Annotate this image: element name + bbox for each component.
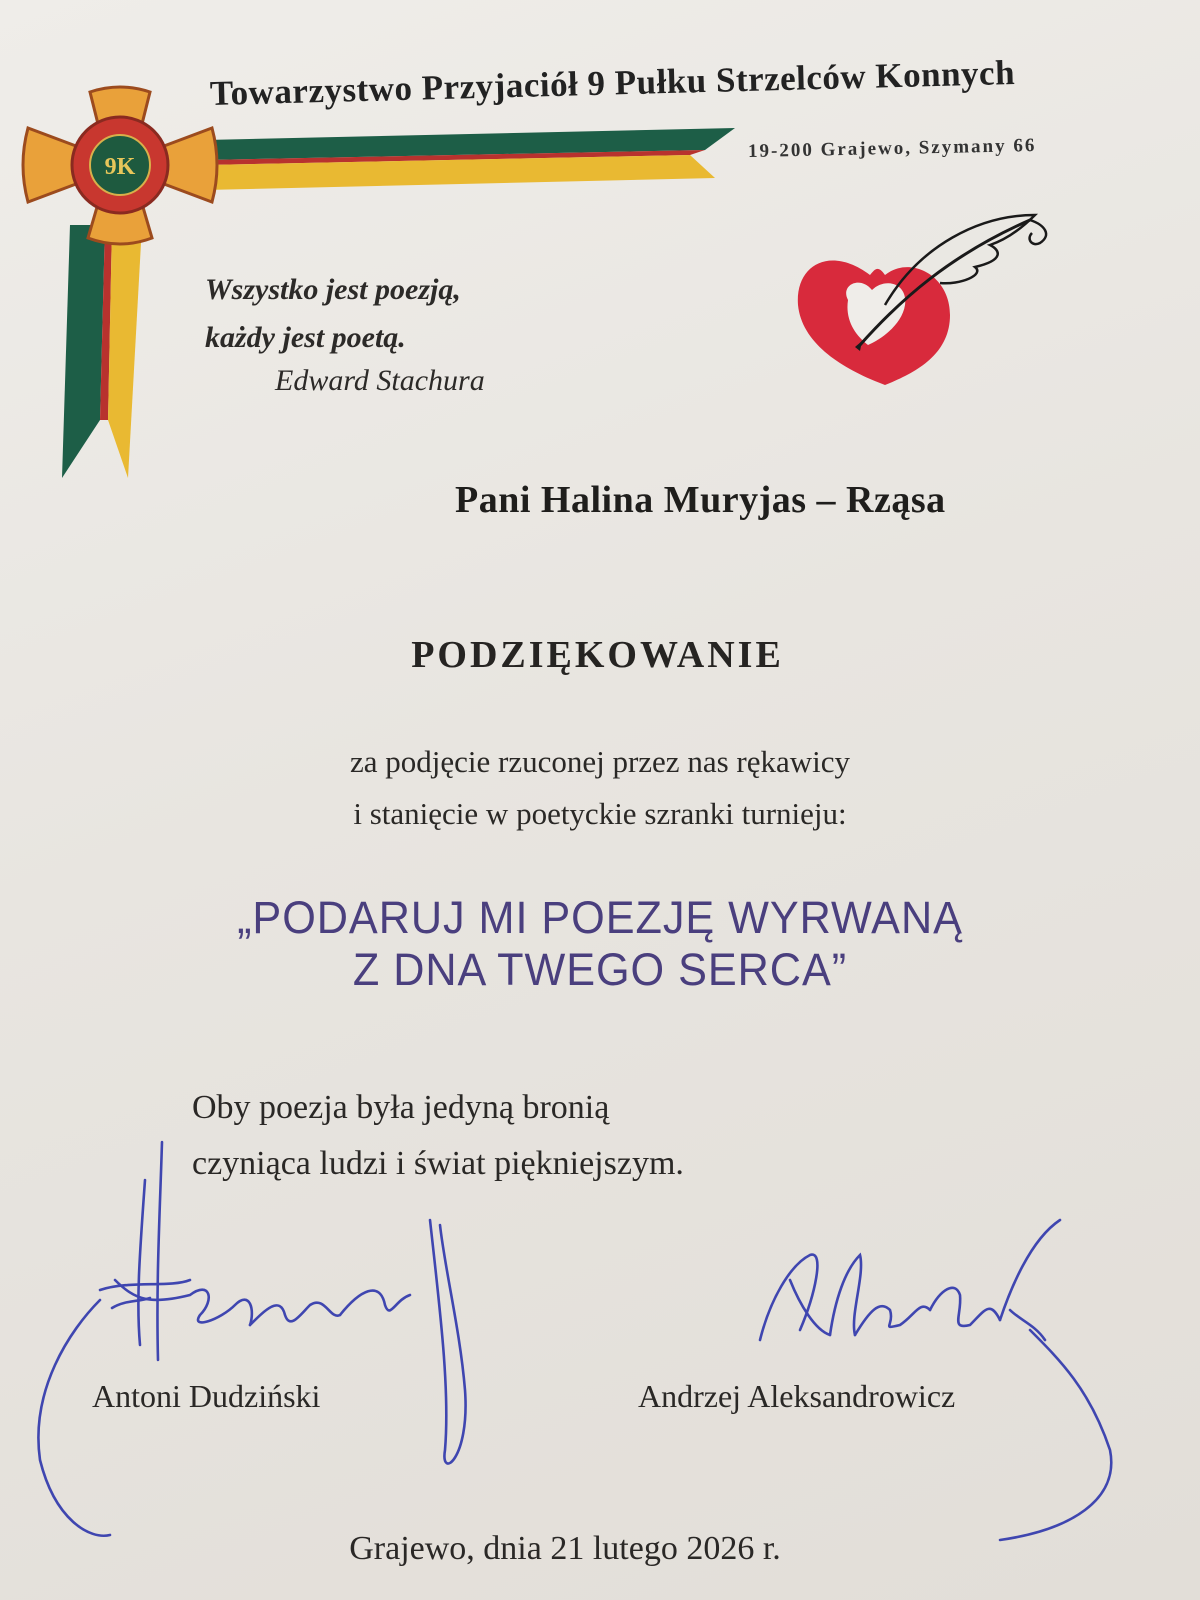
cross-emblem-icon <box>23 87 217 244</box>
organization-name: Towarzystwo Przyjaciół 9 Pułku Strzelców Konnych <box>209 52 1016 113</box>
document-title-row <box>0 633 1200 677</box>
place-and-date-row <box>0 1530 1200 1568</box>
tournament-title-line-1: „PODARUJ MI POEZJĘ WYRWANĄ <box>237 892 963 943</box>
document-title: PODZIĘKOWANIE <box>411 634 784 676</box>
ribbon-yellow-vertical <box>108 225 142 478</box>
signatures-graphic <box>0 1130 1200 1570</box>
svg-text:9K: 9K <box>104 154 136 180</box>
quote-line-1: Wszystko jest poezją, <box>205 273 461 306</box>
closing-line-1: Oby poezja była jedyną bronią <box>192 1089 610 1126</box>
recipient-name: Pani Halina Muryjas – Rząsa <box>455 479 946 521</box>
motto-quote <box>205 266 461 362</box>
signer-name-right: Andrzej Aleksandrowicz <box>638 1378 956 1414</box>
tournament-title-line-2: Z DNA TWEGO SERCA” <box>352 944 848 995</box>
quote-line-2: każdy jest poetą. <box>205 321 406 354</box>
organization-address: 19-200 Grajewo, Szymany 66 <box>747 134 1037 163</box>
ribbon-green-vertical <box>62 225 105 478</box>
body-text <box>0 736 1200 840</box>
left-signature <box>38 1142 465 1536</box>
quote-author: Edward Stachura <box>275 364 485 397</box>
body-line-1: za podjęcie rzuconej przez nas rękawicy <box>349 744 850 779</box>
body-line-2: i stanięcie w poetyckie szranki turnieju: <box>353 796 847 831</box>
tournament-title <box>24 892 1176 996</box>
heart-quill-logo <box>790 205 1070 405</box>
place-and-date: Grajewo, dnia 21 lutego 2026 r. <box>349 1530 781 1567</box>
signer-name-left: Antoni Dudziński <box>92 1378 321 1414</box>
closing-line-2: czyniąca ludzi i świat piękniejszym. <box>192 1145 684 1182</box>
